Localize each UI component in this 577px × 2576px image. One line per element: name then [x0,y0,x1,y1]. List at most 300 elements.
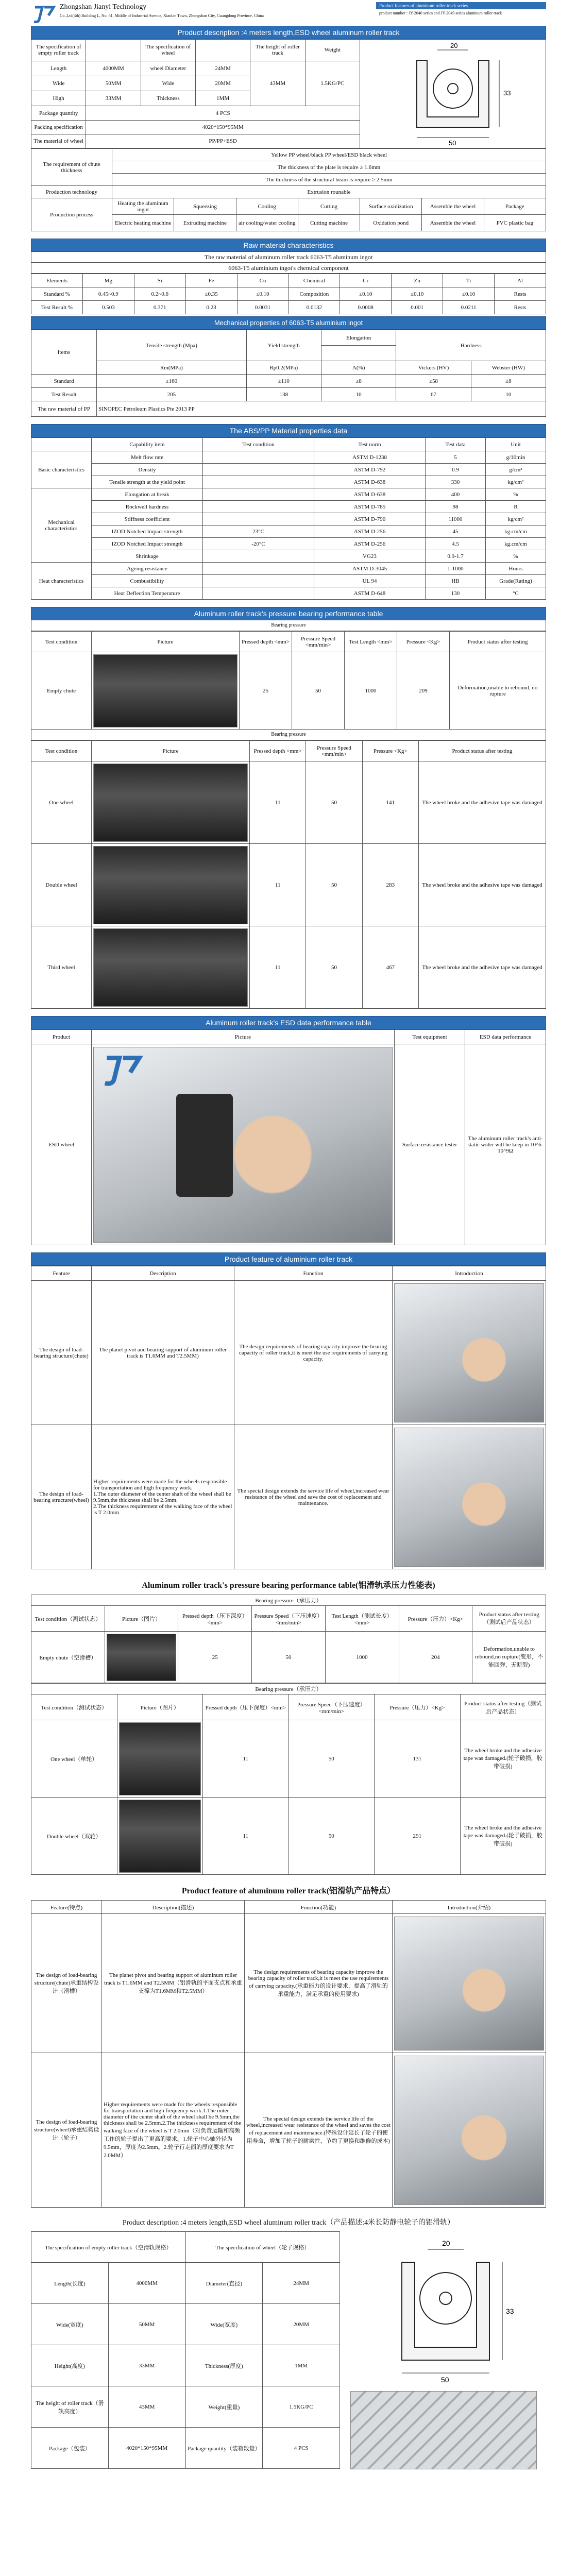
process-step: Surface oxidization [360,198,422,215]
bearing-cn-cell: 131 [375,1720,461,1798]
bearing-cn-sub: Bearing pressure（承压力） [31,1684,546,1694]
process-machine: Extruding machine [174,215,236,231]
bearing-head: Pressure <Kg> [362,741,418,761]
bearing-cn-cell: 1000 [325,1632,399,1683]
bearing-cell: 50 [306,761,362,844]
pp-cell: -20°C [203,538,314,550]
bearing-head: Pressure Speed <mm/min> [306,741,362,761]
spec-cell: Weight [305,40,360,61]
bearing-cn-cell: 291 [375,1798,461,1875]
bearing-cn-head: Pressed depth（压下深度）<mm> [203,1694,289,1720]
raw-sub1: The raw material of aluminum roller track 6063-T5 aluminum ingot [31,252,546,263]
esd-equipment: Surface resistance tester [395,1044,465,1245]
mech-col: Hardness [396,330,546,361]
pp-cell [203,488,314,501]
bearing-cn-cell: The wheel broke and the adhesive tape was damaged.(轮子破损，胶带破损) [460,1798,546,1875]
pp-row [31,451,546,464]
spec-cell: 24MM [195,61,250,76]
mech-cell: ≥58 [396,375,471,388]
spec-cn-cell: The specification of wheel（轮子规格） [185,2232,340,2263]
pp-cell: Hours [486,563,546,575]
bearing-cell: 25 [240,652,292,730]
bearing-head: Product status after testing [419,741,546,761]
pp-table [31,437,546,600]
spec-cn-cell: 24MM [263,2263,340,2304]
spec-cn-cell: Height(高度) [31,2345,109,2386]
spec-table [31,39,360,148]
mech-unit: A(%) [321,361,396,375]
chem-cell: 0.0031 [237,301,288,314]
bearing-cell: 1000 [345,652,397,730]
esd-table [31,1029,546,1245]
bearing-cn-cell: 11 [203,1798,289,1875]
bearing-cn-sub: Bearing pressure（承压力） [31,1595,546,1606]
pp-cell: Grade(Rating) [486,575,546,587]
spec-cn-cell: 43MM [108,2386,185,2428]
pp-cell: Rockwell hardness [92,501,203,513]
bearing-cn-head: Product status after testing（测试后产品状态） [472,1606,546,1632]
bearing-cn-cell: 50 [252,1632,326,1683]
pp-cell: Shrinkage [92,550,203,563]
chem-cell: 0.371 [134,301,185,314]
dim-20: 20 [450,42,458,49]
feature-cn-cell: The design of load-bearing structure(chute)承重结构设计（滑槽） [31,1914,102,2053]
spec-cell: Thickness [141,91,195,106]
chem-cell: ≤0.35 [185,287,237,301]
process-machine: Assemble the wheel [422,215,484,231]
spec-cell: wheel Diameter [141,61,195,76]
bearing-cn-head: Pressed depth（压下深度）<mm> [178,1606,252,1632]
mech-table [31,330,546,417]
feature-head: Function [234,1266,393,1281]
pp-row [31,526,546,538]
bearing-cell: 11 [250,844,306,926]
feature-cell: Higher requirements were made for the wheels responsible for transportation and high frequency work. 1.The outer diameter of the center shaft of the wheel shall be 9.5mm,the thickness shall be 2.5mm. 2.The thickness requirement of the walking face of the wheel is T 2.0mm [92,1425,234,1569]
bearing-cn-head: Pressure Speed（下压速度）<mm/min> [288,1694,375,1720]
process-step: Assemble the wheel [422,198,484,215]
pp-section [31,424,546,600]
mech-cell: Standard [31,375,97,388]
bearing-title: Aluminum roller track's pressure bearing performance table [31,607,546,620]
bearing-sub: Bearing pressure [31,620,546,631]
esd-title: Aluminum roller track's ESD data performance table [31,1016,546,1029]
spec-cn-cell: Wide(宽度) [185,2304,263,2345]
raw-sub2: 6063-T5 aluminium ingot's chemical component [31,263,546,274]
bearing-cn-title: Aluminum roller track's pressure bearing performance table(铝滑轨承压力性能表) [142,1581,435,1590]
pp-cell: ASTM D-1238 [314,451,426,464]
pp-cell: ASTM D-638 [314,488,426,501]
chem-cell: Al [495,274,546,287]
bearing-cell: 141 [362,761,418,844]
bearing-cell: The wheel broke and the adhesive tape was damaged [419,844,546,926]
pp-head: Unit [486,438,546,451]
req-label: The requirement of chute thickness [31,149,112,186]
pp-cell: 1-1000 [426,563,486,575]
mech-title: Mechanical properties of 6063-T5 aluminium ingot [31,316,546,330]
process-machine: Electric heating machine [112,215,174,231]
spec-value: 4020*150*95MM [86,120,360,134]
mech-col: Elongation [321,330,396,346]
process-step: Cutting [298,198,360,215]
test-photo [119,1722,201,1795]
feature-cell: The design requirements of bearing capacity improve the bearing capacity of roller track,it is meet the use requirements of carrying capacity. [234,1281,393,1425]
bearing-cell: Empty chute [31,652,92,730]
profile-drawing-icon [340,2231,546,2386]
chem-cell: Mg [82,274,134,287]
pp-cell: Melt flow rate [92,451,203,464]
feature-photo [394,2056,544,2205]
pp-cell: ASTM D-790 [314,513,426,526]
feature-photo [394,1428,544,1567]
pp-cell: kg/cm² [486,476,546,488]
spec-cn-cell: Weight(重量) [185,2386,263,2428]
test-photo [119,1800,201,1873]
spec-cn-cell: Wide(宽度) [31,2304,109,2345]
pp-head: Test data [426,438,486,451]
pp-group: Basic characteristics [31,451,92,488]
chem-cell: Rests [495,287,546,301]
chem-cell: Fe [185,274,237,287]
pp-cell: Combustibility [92,575,203,587]
feature-cn-head: Description(描述) [102,1901,245,1914]
pp-cell: Tensile strength at the yield point [92,476,203,488]
process-step: Squeezing [174,198,236,215]
test-photo [93,846,248,924]
feature-cell: The planet pivot and bearing support of aluminum roller track is T1.6MM and T2.5MM) [92,1281,234,1425]
chem-cell: Cr [340,274,392,287]
bearing-cell: 467 [362,926,418,1009]
feature-cn-head: Introduction(介绍) [393,1901,546,1914]
pp-cell: g/cm³ [486,464,546,476]
bearing-cn-table-2 [31,1683,546,1875]
req-row: Yellow PP wheel/black PP wheel/ESD black wheel [112,149,546,161]
spec-value: 4 PCS [86,106,360,120]
feature-cn-title: Product feature of aluminum roller track(铝滑轨产品特点） [181,1887,396,1895]
pp-cell: % [486,550,546,563]
chem-cell: Composition [288,287,340,301]
bearing-cn-head: Test Length（测试长度）<mm> [325,1606,399,1632]
bearing-cn-head: Pressure Speed（下压速度）<mm/min> [252,1606,326,1632]
bearing-head: Picture [92,741,250,761]
spec-section [31,26,546,231]
spec-cell: The specification of wheel [141,40,195,61]
pp-cell: Heat Deflection Temperature [92,587,203,600]
spec-label: The material of wheel [31,134,86,148]
bearing-sub: Bearing pressure [31,730,546,740]
pp-cell: 0.9-1.7 [426,550,486,563]
pp-cell: VG23 [314,550,426,563]
mech-cell: ≥8 [471,375,546,388]
chem-cell: ≤0.10 [392,287,443,301]
mech-col: Tensile strength (Mpa) [97,330,247,361]
pp-row [31,538,546,550]
bearing-cn-head: Picture（图片） [105,1606,178,1632]
bearing-table [31,631,546,730]
mech-unit: Vickers (HV) [396,361,471,375]
pp-cell: 5 [426,451,486,464]
esd-head: ESD data performance [465,1030,546,1044]
raw-title: Raw material characteristics [31,239,546,252]
process-step: Cooling [236,198,298,215]
bearing-cn-cell: Empty chute（空滑槽） [31,1632,105,1683]
chem-cell: Standard % [31,287,83,301]
mech-cell: 10 [471,388,546,401]
profile-drawing-icon [360,40,546,148]
pp-cell: ASTM D-648 [314,587,426,600]
spec-cell: 1.5KG/PC [305,61,360,106]
pp-cell [203,563,314,575]
mech-unit: Rp0.2(MPa) [246,361,321,375]
chem-cell: 0.23 [185,301,237,314]
bearing-cell: 11 [250,926,306,1009]
pp-cell: 400 [426,488,486,501]
header-right [376,2,546,17]
spec-cn-cell: Thickness(厚度) [185,2345,263,2386]
pp-cell: HB [426,575,486,587]
pp-cell: ASTM D-638 [314,476,426,488]
feature-cell: The special design extends the service life of wheel,increased wear resistance of the wheel and save the cost of replacement and maintenance. [234,1425,393,1569]
pp-cell: 4.5 [426,538,486,550]
feature-head: Description [92,1266,234,1281]
bearing-head: Pressed depth <mm> [250,741,306,761]
esd-head: Picture [92,1030,395,1044]
bearing-cell: Double wheel [31,844,92,926]
test-photo [93,654,237,727]
raw-section [31,239,546,417]
bearing-head: Pressure <Kg> [397,632,450,652]
chem-cell: Rests [495,301,546,314]
pp-cell: kg/cm² [486,513,546,526]
chem-cell: 0.0211 [443,301,495,314]
bearing-cell: 11 [250,761,306,844]
spec-cn-section [31,2217,546,2469]
pp-row [31,464,546,476]
pp-cell: ASTM D-256 [314,526,426,538]
spec-label: Package quantity [31,106,86,120]
bearing-table-2 [31,740,546,1009]
feature-cn-cell: The special design extends the service life of the wheel,increased wear resistance of the wheel and saves the cost of replacement and maintenance.(特殊设计延长了轮子的使用寿命，增加了轮子的耐磨性，节约了更换和维修的成本) [245,2053,393,2208]
chem-cell: Cu [237,274,288,287]
tech-value: Extrusion rounable [112,186,546,198]
profile-drawing [360,39,546,148]
bearing-head: Test condition [31,741,92,761]
pp-row [31,513,546,526]
spec-cell: The specification of empty roller track [31,40,86,61]
mech-cell: 205 [97,388,247,401]
pp-head: Test norm [314,438,426,451]
test-photo [93,764,248,842]
spec-cn-cell: 20MM [263,2304,340,2345]
esd-head: Test equipment [395,1030,465,1044]
spec-cell: The height of roller track [250,40,305,61]
pp-cell: g/10min [486,451,546,464]
spec-cell: 1MM [195,91,250,106]
mech-unit: Webster (HW) [471,361,546,375]
pp-cell: UL 94 [314,575,426,587]
feature-table [31,1266,546,1569]
spec-label: Packing specification [31,120,86,134]
spec-cell [195,40,250,61]
esd-result: The aluminum roller track's anti-static wider will be keep in 10^6-10^9Ω [465,1044,546,1245]
spec-cn-cell: 4000MM [108,2263,185,2304]
spec-cell: 43MM [250,61,305,106]
spec-cell: Wide [31,76,86,91]
spec-cell: 33MM [86,91,141,106]
bearing-head: Picture [92,632,240,652]
chem-cell: 0.45~0.9 [82,287,134,301]
feature-cn-head: Feature(特点) [31,1901,102,1914]
pp-row [31,476,546,488]
chem-cell: Elements [31,274,83,287]
mech-cell: 138 [246,388,321,401]
pp-head: Test condition [203,438,314,451]
bearing-cn-head: Test condition（测试状态） [31,1606,105,1632]
pp-row [31,563,546,575]
pp-cell [203,575,314,587]
process-machine: Cutting machine [298,215,360,231]
product-number: product number : JY-2040 series and JY-2049 series aluminum roller track [379,11,502,15]
pp-cell: kg.cm/cm [486,538,546,550]
process-machine: PVC plastic bag [484,215,546,231]
pp-cell: IZOD Notched Impact strength [92,526,203,538]
mech-unit: Rm(MPa) [97,361,247,375]
bearing-cell: The wheel broke and the adhesive tape was damaged [419,761,546,844]
process-step: Package [484,198,546,215]
feature-cn-section [31,1884,546,2208]
feature-cn-table [31,1900,546,2208]
spec-cn-table [31,2231,340,2469]
dim-50: 50 [449,139,456,147]
bearing-cell: 50 [306,926,362,1009]
feature-title: Product feature of aluminium roller track [31,1252,546,1266]
pp-cell: R [486,501,546,513]
pp-head [31,438,92,451]
pp-cell [203,550,314,563]
pp-cell: Density [92,464,203,476]
mech-col [321,346,396,361]
feature-cn-head: Function(功能) [245,1901,393,1914]
bearing-cn-section [31,1579,546,1875]
spec-cn-cell: The specification of empty roller track（空滑轨规格） [31,2232,186,2263]
pp-cell: % [486,488,546,501]
chem-cell: Chemical [288,274,340,287]
spec-cell: Length [31,61,86,76]
spec-cn-cell: Package quantity（装箱数量） [185,2428,263,2469]
chem-cell: ≤0.10 [340,287,392,301]
bearing-cn-cell: 50 [288,1720,375,1798]
mech-col: Yield strength [246,330,321,361]
bearing-cn-cell: Deformation,unable to rebound,no rupture(变形，不能回弹，无断裂) [472,1632,546,1683]
company-logo-icon [31,4,57,25]
feature-cn-cell: Higher requirements were made for the wheels responsible for transportation and high frequency work.1.The outer diameter of the center shaft of the wheel shall be 9.5mm,the thickness shall be 2.5mm.2.The thickness requirement of the walking face of the wheel is T 2.0mm（对负责运输和高频工作的轮子提出了更高的要求。1.轮子中心轴外径为9.5mm，厚度为2.5mm。2.轮子行走面的厚度要求为T 2.0MM） [102,2053,245,2208]
mech-cell: ≥8 [321,375,396,388]
spec-cell [86,40,141,61]
mech-cell: 10 [321,388,396,401]
feature-cn-cell: The planet pivot and bearing support of aluminum roller track is T1.6MM and T2.5MM（铝滑轨的平面支点和承重支撑为T1.6MM和T2.5MM） [102,1914,245,2053]
feature-cn-cell: The design requirements of bearing capacity improve the bearing capacity of roller track,it is meet the use requirements of carrying capacity.(承重能力的设计要求，提高了滑轨的承重能力，满足承重的使用要求) [245,1914,393,2053]
bearing-head: Pressed depth <mm> [240,632,292,652]
company-logo-icon [99,1053,145,1089]
esd-section [31,1016,546,1245]
process-step: Heating the aluminum ingot [112,198,174,215]
pp-cell: 11000 [426,513,486,526]
pp-cell: ASTM D-3045 [314,563,426,575]
pp-cell: 98 [426,501,486,513]
feature-head: Feature [31,1266,92,1281]
pp-row [31,488,546,501]
pp-cell [203,501,314,513]
tech-label: Production technology [31,186,112,198]
pp-label: The raw material of PP [31,401,97,417]
process-machine: Oxidation pond [360,215,422,231]
bearing-cell: Third wheel [31,926,92,1009]
pp-row [31,550,546,563]
mech-cell: ≥160 [97,375,247,388]
bearing-cn-table [31,1595,546,1683]
pp-cell [203,451,314,464]
esd-head: Product [31,1030,92,1044]
spec-cn-cell: 1.5KG/PC [263,2386,340,2428]
chem-cell: 0.0008 [340,301,392,314]
bearing-cell: 209 [397,652,450,730]
bearing-cn-cell: The wheel broke and the adhesive tape was damaged.(轮子破损，胶带破损) [460,1720,546,1798]
bearing-cn-head: Picture（图片） [117,1694,203,1720]
pp-head: Capability item [92,438,203,451]
pp-cell [203,476,314,488]
pp-group: Mechanical characteristics [31,488,92,563]
spec-cell: 4000MM [86,61,141,76]
pp-cell: 45 [426,526,486,538]
pp-cell: 23°C [203,526,314,538]
mech-cell: Test Result [31,388,97,401]
bearing-head: Pressure Speed <mm/min> [292,632,345,652]
spec-cn-cell: 4020*150*95MM [108,2428,185,2469]
bearing-head: Test Length <mm> [345,632,397,652]
chem-cell: Ti [443,274,495,287]
chem-head-row [31,274,546,287]
pp-cell [203,464,314,476]
pp-cell: Elongation at break [92,488,203,501]
bearing-cn-cell: 50 [288,1798,375,1875]
bearing-cell: 50 [292,652,345,730]
bearing-cn-head: Test condition（测试状态） [31,1694,117,1720]
pp-cell: Ageing resistance [92,563,203,575]
spec-cn-cell: Length(长度) [31,2263,109,2304]
pp-title: The ABS/PP Material properties data [31,424,546,437]
chem-cell: Zn [392,274,443,287]
spec-cn-cell: 4 PCS [263,2428,340,2469]
spec-cn-cell: Package（包装） [31,2428,109,2469]
spec-cell: 20MM [195,76,250,91]
pp-cell: 130 [426,587,486,600]
spec-cn-cell: 33MM [108,2345,185,2386]
process-label: Production process [31,198,112,231]
chem-cell: 0.503 [82,301,134,314]
bearing-head: Product status after testing [450,632,546,652]
bearing-cell: The wheel broke and the adhesive tape was damaged [419,926,546,1009]
dim-33: 33 [506,2307,514,2315]
chem-table [31,274,546,314]
bearing-cell: One wheel [31,761,92,844]
chem-cell: ≤0.10 [237,287,288,301]
feature-cell: The design of load-bearing structure(wheel) [31,1425,92,1569]
bearing-cn-head: Product status after testing（测试后产品状态） [460,1694,546,1720]
feature-section [31,1252,546,1569]
spec-cn-title: Product description :4 meters length,ESD wheel aluminum roller track（产品描述:4米长防静电轮子的铝滑轨） [122,2219,455,2227]
feature-cell: The design of load-bearing structure(chute) [31,1281,92,1425]
dim-50: 50 [441,2376,449,2384]
profile-drawing-cn [340,2231,546,2469]
